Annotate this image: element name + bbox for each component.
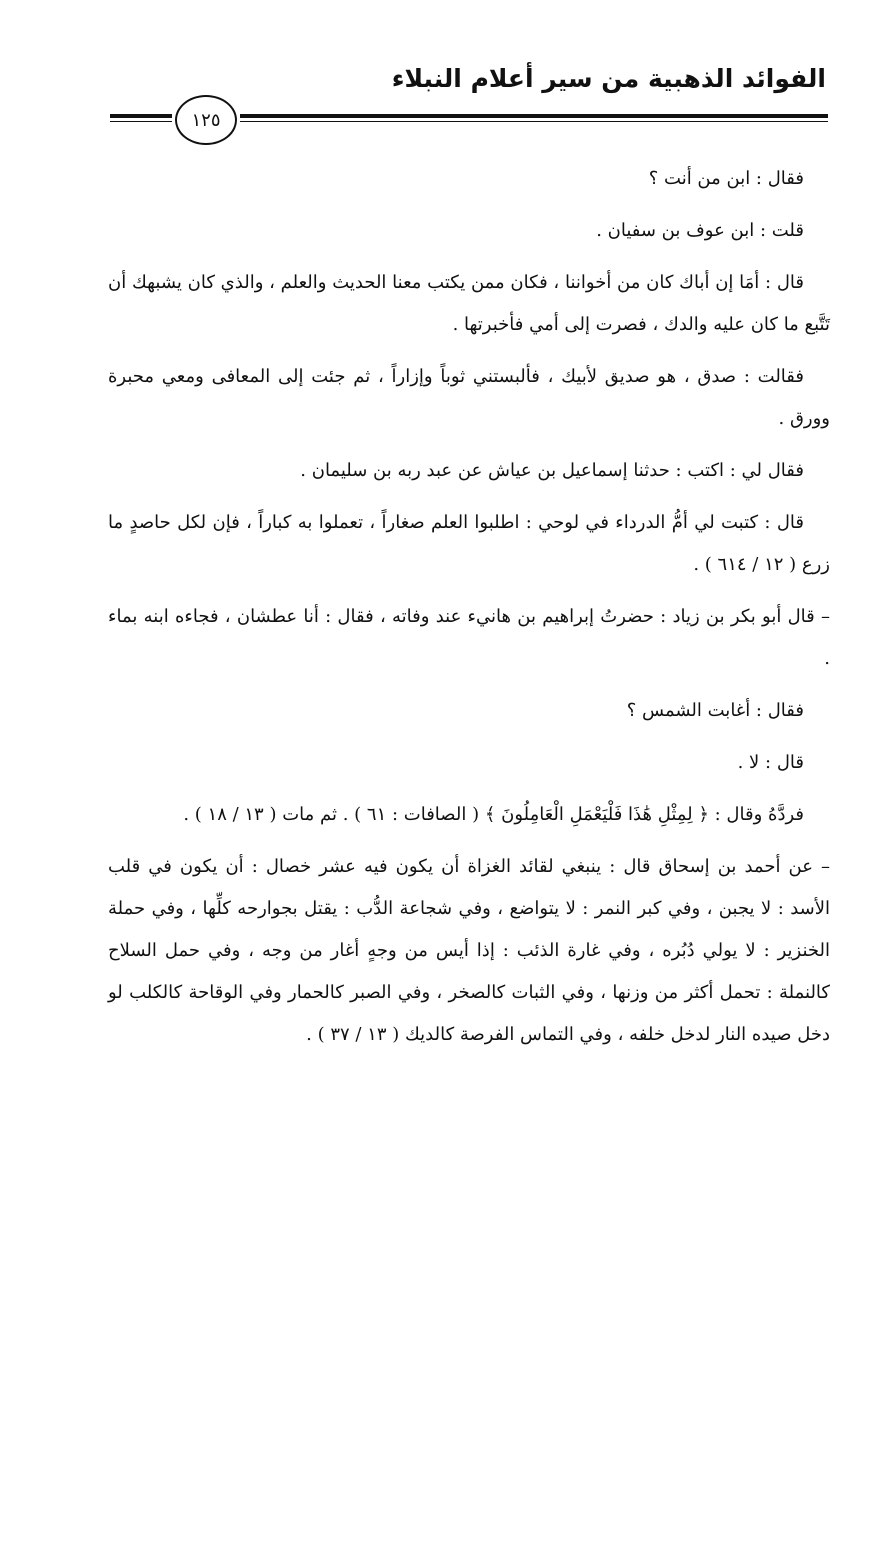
text-body: [108, 158, 830, 1066]
paragraph: قال : لا .: [737, 752, 804, 773]
paragraph: – قال أبو بكر بن زياد : حضرتُ إبراهيم بن هانيء عند وفاته ، فقال : أنا عطشان ، فجاءه ابنه بماء .: [108, 606, 830, 669]
paragraph: قلت : ابن عوف بن سفيان .: [596, 220, 804, 241]
header-rule-thick: [240, 114, 828, 118]
page-number: ١٢٥: [175, 95, 237, 145]
paragraph: فقالت : صدق ، هو صديق لأبيك ، فألبستني ثوباً وإزاراً ، ثم جئت إلى المعافى ومعي محبرة وورق .: [108, 366, 830, 429]
paragraph: فقال لي : اكتب : حدثنا إسماعيل بن عياش عن عبد ربه بن سليمان .: [300, 460, 804, 481]
header-rule-short-thin: [110, 121, 172, 122]
paragraph: قال : أمَا إن أباك كان من أخواننا ، فكان ممن يكتب معنا الحديث والعلم ، والذي كان يشبهك أن تَتَّبع ما كان عليه والدك ، فصرت إلى أمي فأخبرتها .: [108, 272, 830, 335]
paragraph: قال : كتبت لي أمُّ الدرداء في لوحي : اطلبوا العلم صغاراً ، تعملوا به كباراً ، فإن لكل حاصدٍ ما زرع ( ١٢ / ٦١٤ ) .: [108, 512, 830, 575]
header-rule-thin: [240, 121, 828, 122]
paragraph: فردَّهُ وقال : ﴿ لِمِثْلِ هَٰذَا فَلْيَعْمَلِ الْعَامِلُونَ ﴾ ( الصافات : ٦١ ) . ثم مات ( ١٣ / ١٨ ) .: [183, 804, 804, 825]
header-rule-short-thick: [110, 114, 172, 118]
paragraph: فقال : ابن من أنت ؟: [648, 168, 804, 189]
running-title: الفوائد الذهبية من سير أعلام النبلاء: [391, 64, 826, 93]
paragraph: فقال : أغابت الشمس ؟: [626, 700, 804, 721]
paragraph: – عن أحمد بن إسحاق قال : ينبغي لقائد الغزاة أن يكون فيه عشر خصال : أن يكون في قلب الأسد : لا يجبن ، وفي كبر النمر : لا يتواضع ، وفي شجاعة الدُّب : يقتل بجوارحه كلِّها ، وفي حملة الخنزير : لا يولي دُبُره ، وفي غارة الذئب : إذا أيس من وجهٍ أغار من وجه ، وفي حمل السلاح كالنملة : تحمل أكثر من وزنها ، وفي الثبات كالصخر ، وفي الصبر كالحمار وفي الوقاحة كالكلب لو دخل صيده النار لدخل خلفه ، وفي التماس الفرصة كالديك ( ١٣ / ٣٧ ) .: [108, 856, 830, 1045]
